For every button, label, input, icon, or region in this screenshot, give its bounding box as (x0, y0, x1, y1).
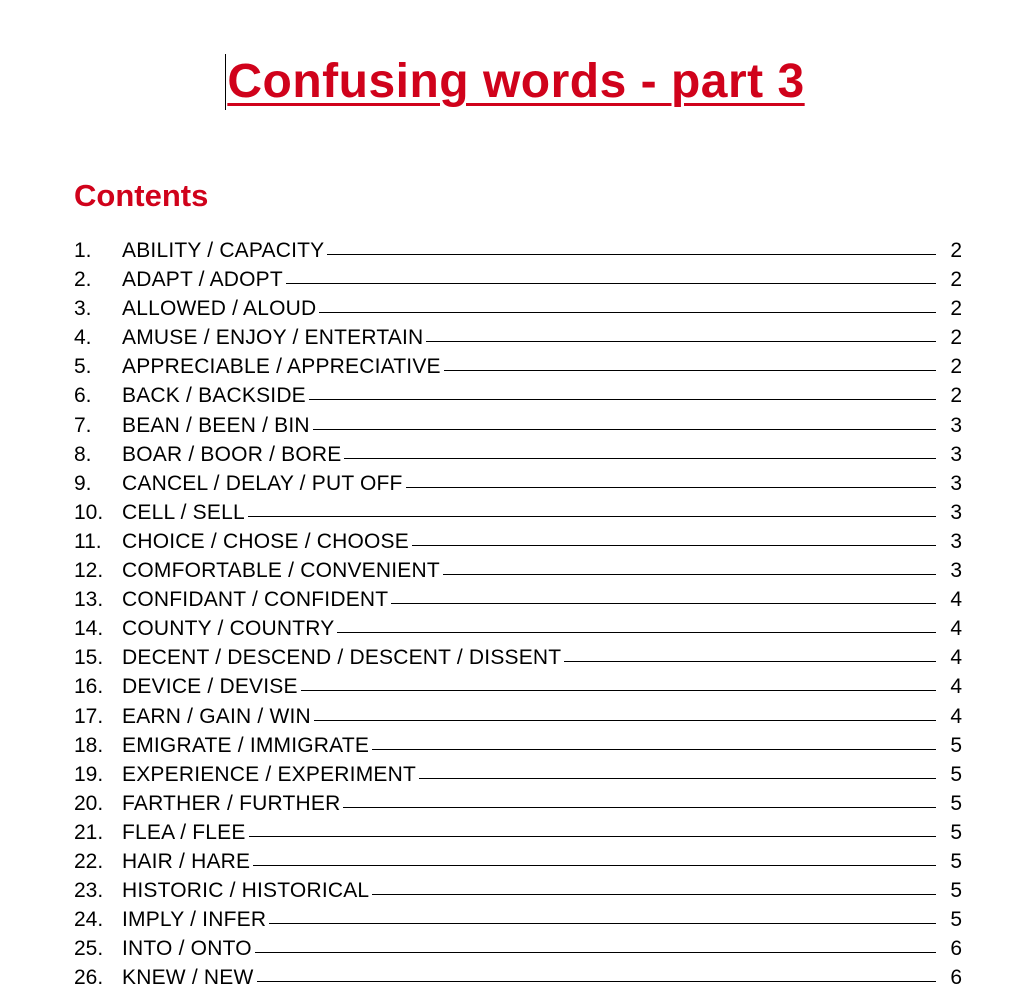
toc-leader-line (255, 951, 936, 953)
toc-entry-page: 3 (950, 529, 962, 553)
document-title-text: Confusing words - part 3 (227, 55, 805, 108)
toc-entry-page: 6 (950, 937, 962, 961)
toc-entry-title: ABILITY / CAPACITY (122, 239, 325, 262)
toc-entry-number: 12. (74, 559, 104, 583)
toc-entry-number: 18. (74, 733, 104, 757)
toc-leader-line (257, 980, 937, 982)
toc-entry[interactable] (74, 323, 962, 352)
table-of-contents (74, 236, 962, 992)
toc-entry-title: DEVICE / DEVISE (122, 675, 298, 699)
toc-entry-page: 5 (950, 849, 962, 873)
toc-entry-page: 4 (950, 704, 962, 728)
toc-leader-line (372, 748, 936, 750)
toc-leader-line (301, 689, 936, 691)
toc-entry-number: 4. (74, 326, 92, 350)
text-cursor (225, 54, 226, 110)
toc-entry[interactable] (74, 731, 962, 760)
toc-leader-line (269, 922, 936, 924)
toc-entry[interactable] (74, 702, 962, 731)
toc-entry-number: 11. (74, 529, 102, 553)
toc-entry-page: 3 (950, 413, 962, 437)
toc-leader-line (344, 457, 936, 459)
toc-entry-page: 5 (950, 762, 962, 786)
toc-entry-page: 2 (950, 268, 962, 292)
toc-entry-number: 6. (74, 384, 92, 408)
toc-entry-page: 3 (950, 559, 962, 583)
toc-entry-title: EARN / GAIN / WIN (122, 704, 311, 728)
toc-entry[interactable] (74, 411, 962, 440)
toc-leader-line (419, 777, 936, 779)
toc-entry[interactable] (74, 265, 962, 294)
toc-entry-number: 1. (74, 239, 92, 262)
toc-entry[interactable] (74, 352, 962, 381)
toc-leader-line (286, 282, 936, 284)
toc-entry-number: 19. (74, 762, 104, 786)
toc-leader-line (412, 544, 936, 546)
toc-entry-title: EMIGRATE / IMMIGRATE (122, 733, 370, 757)
toc-entry-number: 23. (74, 879, 104, 903)
toc-leader-line (337, 631, 936, 633)
toc-entry-page: 2 (950, 239, 962, 262)
toc-entry-page: 5 (950, 879, 962, 903)
title-wrapper (0, 52, 1032, 112)
toc-entry-title: EXPERIENCE / EXPERIMENT (122, 762, 416, 786)
toc-leader-line (564, 660, 936, 662)
toc-entry-number: 9. (74, 471, 92, 495)
toc-entry[interactable] (74, 876, 962, 905)
toc-entry-title: ALLOWED / ALOUD (122, 297, 317, 321)
toc-leader-line (309, 398, 936, 400)
toc-entry-page: 4 (950, 617, 962, 641)
toc-entry-title: BOAR / BOOR / BORE (122, 442, 342, 466)
toc-leader-line (426, 340, 936, 342)
contents-heading: Contents (74, 178, 209, 213)
toc-entry-number: 13. (74, 588, 104, 612)
toc-entry[interactable] (74, 236, 962, 265)
toc-entry[interactable] (74, 614, 962, 643)
toc-leader-line (248, 515, 936, 517)
toc-entry-page: 5 (950, 908, 962, 932)
toc-leader-line (319, 311, 936, 313)
toc-entry[interactable] (74, 905, 962, 934)
toc-entry-page: 4 (950, 646, 962, 670)
toc-entry[interactable] (74, 469, 962, 498)
toc-leader-line (391, 602, 936, 604)
toc-entry[interactable] (74, 963, 962, 992)
toc-entry-number: 24. (74, 908, 104, 932)
toc-entry-title: AMUSE / ENJOY / ENTERTAIN (122, 326, 424, 350)
toc-entry-number: 5. (74, 355, 92, 379)
toc-entry[interactable] (74, 294, 962, 323)
toc-entry-title: FARTHER / FURTHER (122, 791, 341, 815)
toc-entry-number: 25. (74, 937, 104, 961)
toc-entry-title: COUNTY / COUNTRY (122, 617, 335, 641)
toc-entry-page: 3 (950, 442, 962, 466)
toc-entry-title: CHOICE / CHOSE / CHOOSE (122, 529, 409, 553)
toc-entry[interactable] (74, 789, 962, 818)
toc-entry-title: KNEW / NEW (122, 966, 254, 990)
toc-leader-line (314, 719, 936, 721)
toc-entry-page: 5 (950, 733, 962, 757)
toc-entry-number: 3. (74, 297, 92, 321)
toc-entry[interactable] (74, 818, 962, 847)
toc-entry-page: 2 (950, 326, 962, 350)
toc-entry-title: CONFIDANT / CONFIDENT (122, 588, 389, 612)
toc-entry-title: BEAN / BEEN / BIN (122, 413, 310, 437)
toc-entry-number: 8. (74, 442, 92, 466)
toc-entry-number: 22. (74, 849, 104, 873)
toc-leader-line (443, 573, 936, 575)
toc-entry[interactable] (74, 760, 962, 789)
toc-leader-line (327, 253, 936, 255)
toc-entry-title: HISTORIC / HISTORICAL (122, 879, 370, 903)
toc-entry-number: 15. (74, 646, 104, 670)
toc-entry-title: DECENT / DESCEND / DESCENT / DISSENT (122, 646, 562, 670)
toc-entry-title: CELL / SELL (122, 500, 245, 524)
toc-entry-number: 21. (74, 820, 104, 844)
toc-entry-number: 16. (74, 675, 104, 699)
toc-leader-line (444, 369, 936, 371)
toc-entry[interactable] (74, 672, 962, 701)
toc-entry-title: HAIR / HARE (122, 849, 251, 873)
toc-entry-number: 14. (74, 617, 104, 641)
toc-entry-page: 3 (950, 471, 962, 495)
toc-entry-page: 2 (950, 355, 962, 379)
toc-entry-title: BACK / BACKSIDE (122, 384, 306, 408)
toc-entry-title: CANCEL / DELAY / PUT OFF (122, 471, 403, 495)
toc-leader-line (343, 806, 936, 808)
toc-entry-page: 5 (950, 791, 962, 815)
toc-entry[interactable] (74, 440, 962, 469)
toc-entry-number: 17. (74, 704, 104, 728)
toc-entry-page: 3 (950, 500, 962, 524)
toc-entry[interactable] (74, 847, 962, 876)
toc-entry-page: 2 (950, 297, 962, 321)
toc-entry-title: COMFORTABLE / CONVENIENT (122, 559, 440, 583)
toc-entry[interactable] (74, 643, 962, 672)
document-title[interactable] (227, 52, 804, 112)
toc-leader-line (253, 864, 936, 866)
toc-entry-page: 4 (950, 588, 962, 612)
toc-leader-line (249, 835, 936, 837)
toc-entry[interactable] (74, 585, 962, 614)
toc-entry-page: 5 (950, 820, 962, 844)
toc-entry-title: ADAPT / ADOPT (122, 268, 283, 292)
toc-entry-number: 7. (74, 413, 92, 437)
toc-entry-number: 2. (74, 268, 92, 292)
toc-entry-title: APPRECIABLE / APPRECIATIVE (122, 355, 441, 379)
toc-entry-page: 6 (950, 966, 962, 990)
toc-entry[interactable] (74, 527, 962, 556)
toc-leader-line (372, 893, 936, 895)
toc-entry-title: INTO / ONTO (122, 937, 252, 961)
toc-entry-number: 20. (74, 791, 104, 815)
toc-entry-number: 26. (74, 966, 104, 990)
toc-leader-line (313, 428, 936, 430)
toc-entry-page: 4 (950, 675, 962, 699)
toc-entry[interactable] (74, 556, 962, 585)
toc-entry-title: IMPLY / INFER (122, 908, 267, 932)
toc-leader-line (406, 486, 936, 488)
toc-entry[interactable] (74, 934, 962, 963)
toc-entry-page: 2 (950, 384, 962, 408)
toc-entry[interactable] (74, 381, 962, 410)
toc-entry-number: 10. (74, 500, 104, 524)
toc-entry-title: FLEA / FLEE (122, 820, 246, 844)
toc-entry[interactable] (74, 498, 962, 527)
